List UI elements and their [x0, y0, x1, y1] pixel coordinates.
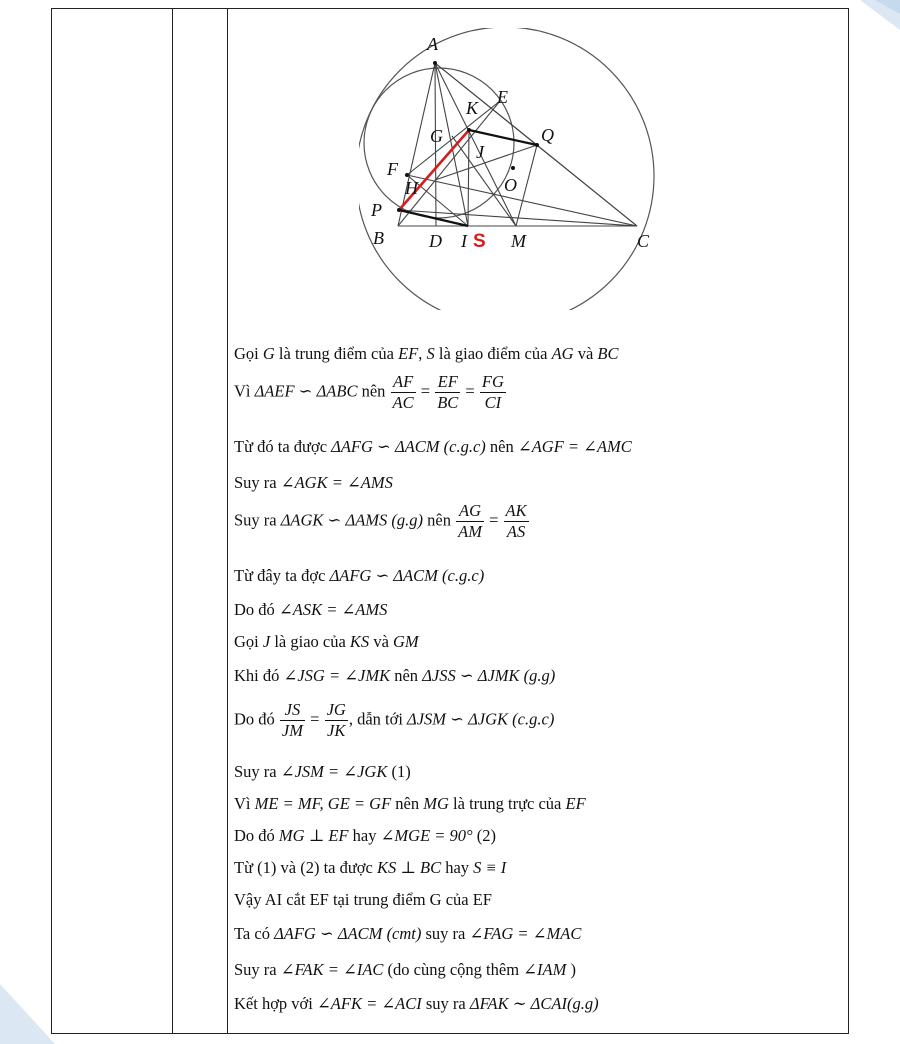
label-J: J [476, 142, 484, 162]
label-H: H [405, 178, 418, 198]
label-M: M [511, 231, 526, 251]
fraction: $\frac{FG}{CI}$ [481, 372, 504, 412]
proof-line: Suy ra ∠AGK = ∠AMS [234, 473, 393, 492]
proof-line: Từ đó ta được ΔAFG ∽ ΔACM (c.g.c) nên ∠AGF = ∠AMC [234, 437, 632, 456]
fraction: $\frac{EF}{BC}$ [437, 372, 459, 412]
fraction: $\frac{JS}{JM}$ [281, 700, 303, 740]
corner-decoration [840, 0, 900, 40]
label-A: A [427, 34, 438, 54]
label-B: B [373, 228, 384, 248]
fraction: $\frac{AF}{AC}$ [392, 372, 414, 412]
proof-line: Gọi G là trung điểm của EF, S là giao điểm của AG và BC [234, 344, 619, 363]
proof-line: Vậy AI cắt EF tại trung điểm G của EF [234, 890, 492, 909]
label-Q: Q [541, 125, 554, 145]
proof-line: Do đó $\frac{JS}{JM}$ = $\frac{JG}{JK}$ , dẫn tới ΔJSM ∽ ΔJGK (c.g.c) [234, 700, 555, 740]
label-S: S [473, 231, 486, 252]
label-F: F [387, 159, 398, 179]
geometry-figure [359, 28, 669, 310]
proof-line: Do đó ∠ASK = ∠AMS [234, 600, 388, 619]
proof-line: Từ đây ta đợc ΔAFG ∽ ΔACM (c.g.c) [234, 566, 485, 585]
label-P: P [371, 200, 382, 220]
fraction: $\frac{AK}{AS}$ [505, 501, 527, 541]
proof-line: Suy ra ∠JSM = ∠JGK (1) [234, 762, 411, 781]
label-G: G [430, 126, 443, 146]
proof-line: Suy ra ∠FAK = ∠IAC (do cùng cộng thêm ∠IAM ) [234, 960, 576, 979]
label-D: D [429, 231, 442, 251]
proof-line: Vì ΔAEF ∽ ΔABC nên $\frac{AF}{AC}$ = $\frac{EF}{BC}$ = $\frac{FG}{CI}$ [234, 372, 504, 412]
fraction: $\frac{JG}{JK}$ [326, 700, 346, 740]
proof-line: Vì ME = MF, GE = GF nên MG là trung trực của EF [234, 794, 586, 813]
label-I: I [461, 231, 467, 251]
column-divider [227, 9, 228, 1033]
label-O: O [504, 175, 517, 195]
proof-line: Khi đó ∠JSG = ∠JMK nên ΔJSS ∽ ΔJMK (g.g) [234, 666, 556, 685]
label-E: E [497, 87, 508, 107]
label-K: K [466, 98, 479, 118]
proof-line: Từ (1) và (2) ta được KS ⊥ BC hay S ≡ I [234, 858, 507, 877]
proof-line: Do đó MG ⊥ EF hay ∠MGE = 90° (2) [234, 826, 497, 845]
proof-line: Ta có ΔAFG ∽ ΔACM (cmt) suy ra ∠FAG = ∠MAC [234, 924, 582, 943]
circumcircle [359, 28, 654, 310]
proof-line: Suy ra ΔAGK ∽ ΔAMS (g.g) nên $\frac{AG}{AM}$ = $\frac{AK}{AS}$ [234, 501, 527, 541]
fraction: $\frac{AG}{AM}$ [458, 501, 482, 541]
column-divider [172, 9, 173, 1033]
proof-line: Kết hợp với ∠AFK = ∠ACI suy ra ΔFAK ∼ ΔCAI(g.g) [234, 994, 599, 1013]
label-C: C [637, 231, 650, 251]
proof-line: Gọi J là giao của KS và GM [234, 632, 419, 651]
